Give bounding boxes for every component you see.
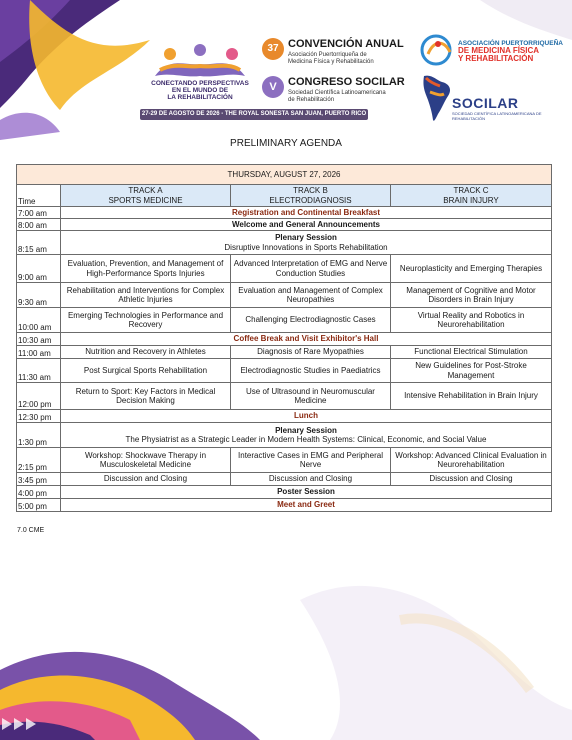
table-row	[17, 219, 552, 231]
time-cell: 8:00 am	[17, 219, 61, 231]
table-row	[17, 448, 552, 473]
footer-swirl-decoration	[0, 560, 572, 740]
convention-subtitle: Asociación Puertorriqueña de Medicina Física y Rehabilitación	[288, 52, 374, 65]
track-b-header: TRACK B ELECTRODIAGNOSIS	[231, 185, 391, 207]
table-row	[17, 423, 552, 448]
apr-association-name: ASOCIACIÓN PUERTORRIQUEÑA DE MEDICINA FÍSICA Y REHABILITACIÓN	[458, 40, 563, 63]
table-row	[17, 255, 552, 283]
conference-logo-figures-icon	[140, 36, 260, 120]
table-row	[17, 231, 552, 255]
track-c-session: Intensive Rehabilitation in Brain Injury	[391, 383, 552, 410]
track-a-header: TRACK A SPORTS MEDICINE	[61, 185, 231, 207]
track-a-session: Nutrition and Recovery in Athletes	[61, 346, 231, 359]
congress-number-badge: V	[262, 76, 284, 98]
track-b-session: Electrodiagnostic Studies in Paediatrics	[231, 359, 391, 383]
track-a-session: Post Surgical Sports Rehabilitation	[61, 359, 231, 383]
apr-association-logo-icon	[418, 32, 458, 68]
table-row	[17, 346, 552, 359]
latin-america-map-icon	[420, 72, 456, 124]
plenary-cell	[61, 423, 552, 448]
time-cell: 10:30 am	[17, 333, 61, 346]
time-column-header: Time	[17, 185, 61, 207]
time-cell: 11:30 am	[17, 359, 61, 383]
conference-slogan	[138, 80, 262, 101]
track-a-session: Return to Sport: Key Factors in Medical Decision Making	[61, 383, 231, 410]
table-row	[17, 333, 552, 346]
cme-credits-note: 7.0 CME	[17, 527, 45, 534]
slogan-line: CONECTANDO PERSPECTIVAS	[151, 80, 249, 87]
track-a-session: Emerging Technologies in Performance and Recovery	[61, 308, 231, 333]
track-c-session: Functional Electrical Stimulation	[391, 346, 552, 359]
time-cell: 10:00 am	[17, 308, 61, 333]
time-cell: 4:00 pm	[17, 486, 61, 499]
session-cell: Poster Session	[61, 486, 552, 499]
table-row	[17, 486, 552, 499]
track-header-row	[17, 185, 552, 207]
plenary-title: Plenary Session	[275, 425, 337, 435]
plenary-subtitle: The Physiatrist as a Strategic Leader in Modern Health Systems: Clinical, Economic, and Social Value	[125, 435, 487, 444]
time-cell: 8:15 am	[17, 231, 61, 255]
header	[0, 0, 572, 125]
track-c-header: TRACK C BRAIN INJURY	[391, 185, 552, 207]
convention-number-badge: 37	[262, 38, 284, 60]
track-b-session: Discussion and Closing	[231, 473, 391, 486]
socilar-logo-subtitle: SOCIEDAD CIENTÍFICA LATINOAMERICANA DE REHABILITACIÓN	[452, 111, 542, 121]
session-cell: Coffee Break and Visit Exhibitor's Hall	[61, 333, 552, 346]
session-cell: Meet and Greet	[61, 499, 552, 512]
track-b-session: Challenging Electrodiagnostic Cases	[231, 308, 391, 333]
track-c-session: Neuroplasticity and Emerging Therapies	[391, 255, 552, 283]
track-a-session: Discussion and Closing	[61, 473, 231, 486]
day-header-row	[17, 165, 552, 185]
track-a-session: Evaluation, Prevention, and Management of High-Performance Sports Injuries	[61, 255, 231, 283]
time-cell: 5:00 pm	[17, 499, 61, 512]
table-row	[17, 383, 552, 410]
page-title: PRELIMINARY AGENDA	[230, 138, 342, 149]
track-b-session: Diagnosis of Rare Myopathies	[231, 346, 391, 359]
track-a-session: Workshop: Shockwave Therapy in Musculoskeletal Medicine	[61, 448, 231, 473]
agenda-table	[16, 164, 552, 512]
time-cell: 9:30 am	[17, 283, 61, 308]
time-cell: 1:30 pm	[17, 423, 61, 448]
congress-title: CONGRESO SOCILAR	[288, 76, 405, 88]
time-cell: 3:45 pm	[17, 473, 61, 486]
track-a-session: Rehabilitation and Interventions for Complex Athletic Injuries	[61, 283, 231, 308]
session-cell: Welcome and General Announcements	[61, 219, 552, 231]
track-c-session: New Guidelines for Post-Stroke Management	[391, 359, 552, 383]
time-cell: 2:15 pm	[17, 448, 61, 473]
plenary-cell	[61, 231, 552, 255]
track-b-session: Interactive Cases in EMG and Peripheral Nerve	[231, 448, 391, 473]
plenary-subtitle: Disruptive Innovations in Sports Rehabilitation	[224, 242, 388, 252]
track-b-session: Advanced Interpretation of EMG and Nerve Conduction Studies	[231, 255, 391, 283]
plenary-title: Plenary Session	[275, 233, 337, 242]
time-cell: 7:00 am	[17, 207, 61, 219]
track-b-session: Evaluation and Management of Complex Neuropathies	[231, 283, 391, 308]
day-title: THURSDAY, AUGUST 27, 2026	[17, 165, 552, 185]
table-row	[17, 473, 552, 486]
track-c-session: Virtual Reality and Robotics in Neurorehabilitation	[391, 308, 552, 333]
table-row	[17, 283, 552, 308]
time-cell: 11:00 am	[17, 346, 61, 359]
track-c-session: Discussion and Closing	[391, 473, 552, 486]
track-b-session: Use of Ultrasound in Neuromuscular Medicine	[231, 383, 391, 410]
table-row	[17, 207, 552, 219]
track-c-session: Management of Cognitive and Motor Disorders in Brain Injury	[391, 283, 552, 308]
congress-subtitle: Sociedad Científica Latinoamericana de Rehabilitación	[288, 90, 386, 103]
table-row	[17, 308, 552, 333]
table-row	[17, 359, 552, 383]
event-date-bar: 27-29 DE AGOSTO DE 2026 - THE ROYAL SONESTA SAN JUAN, PUERTO RICO	[140, 109, 368, 120]
time-cell: 9:00 am	[17, 255, 61, 283]
track-c-session: Workshop: Advanced Clinical Evaluation in Neurorehabilitation	[391, 448, 552, 473]
slogan-line: LA REHABILITACIÓN	[167, 94, 233, 101]
table-row	[17, 410, 552, 423]
session-cell: Registration and Continental Breakfast	[61, 207, 552, 219]
session-cell: Lunch	[61, 410, 552, 423]
slogan-line: EN EL MUNDO DE	[171, 87, 229, 94]
time-cell: 12:30 pm	[17, 410, 61, 423]
time-cell: 12:00 pm	[17, 383, 61, 410]
convention-title: CONVENCIÓN ANUAL	[288, 38, 404, 50]
socilar-logo-text: SOCILAR	[452, 95, 519, 111]
table-row	[17, 499, 552, 512]
